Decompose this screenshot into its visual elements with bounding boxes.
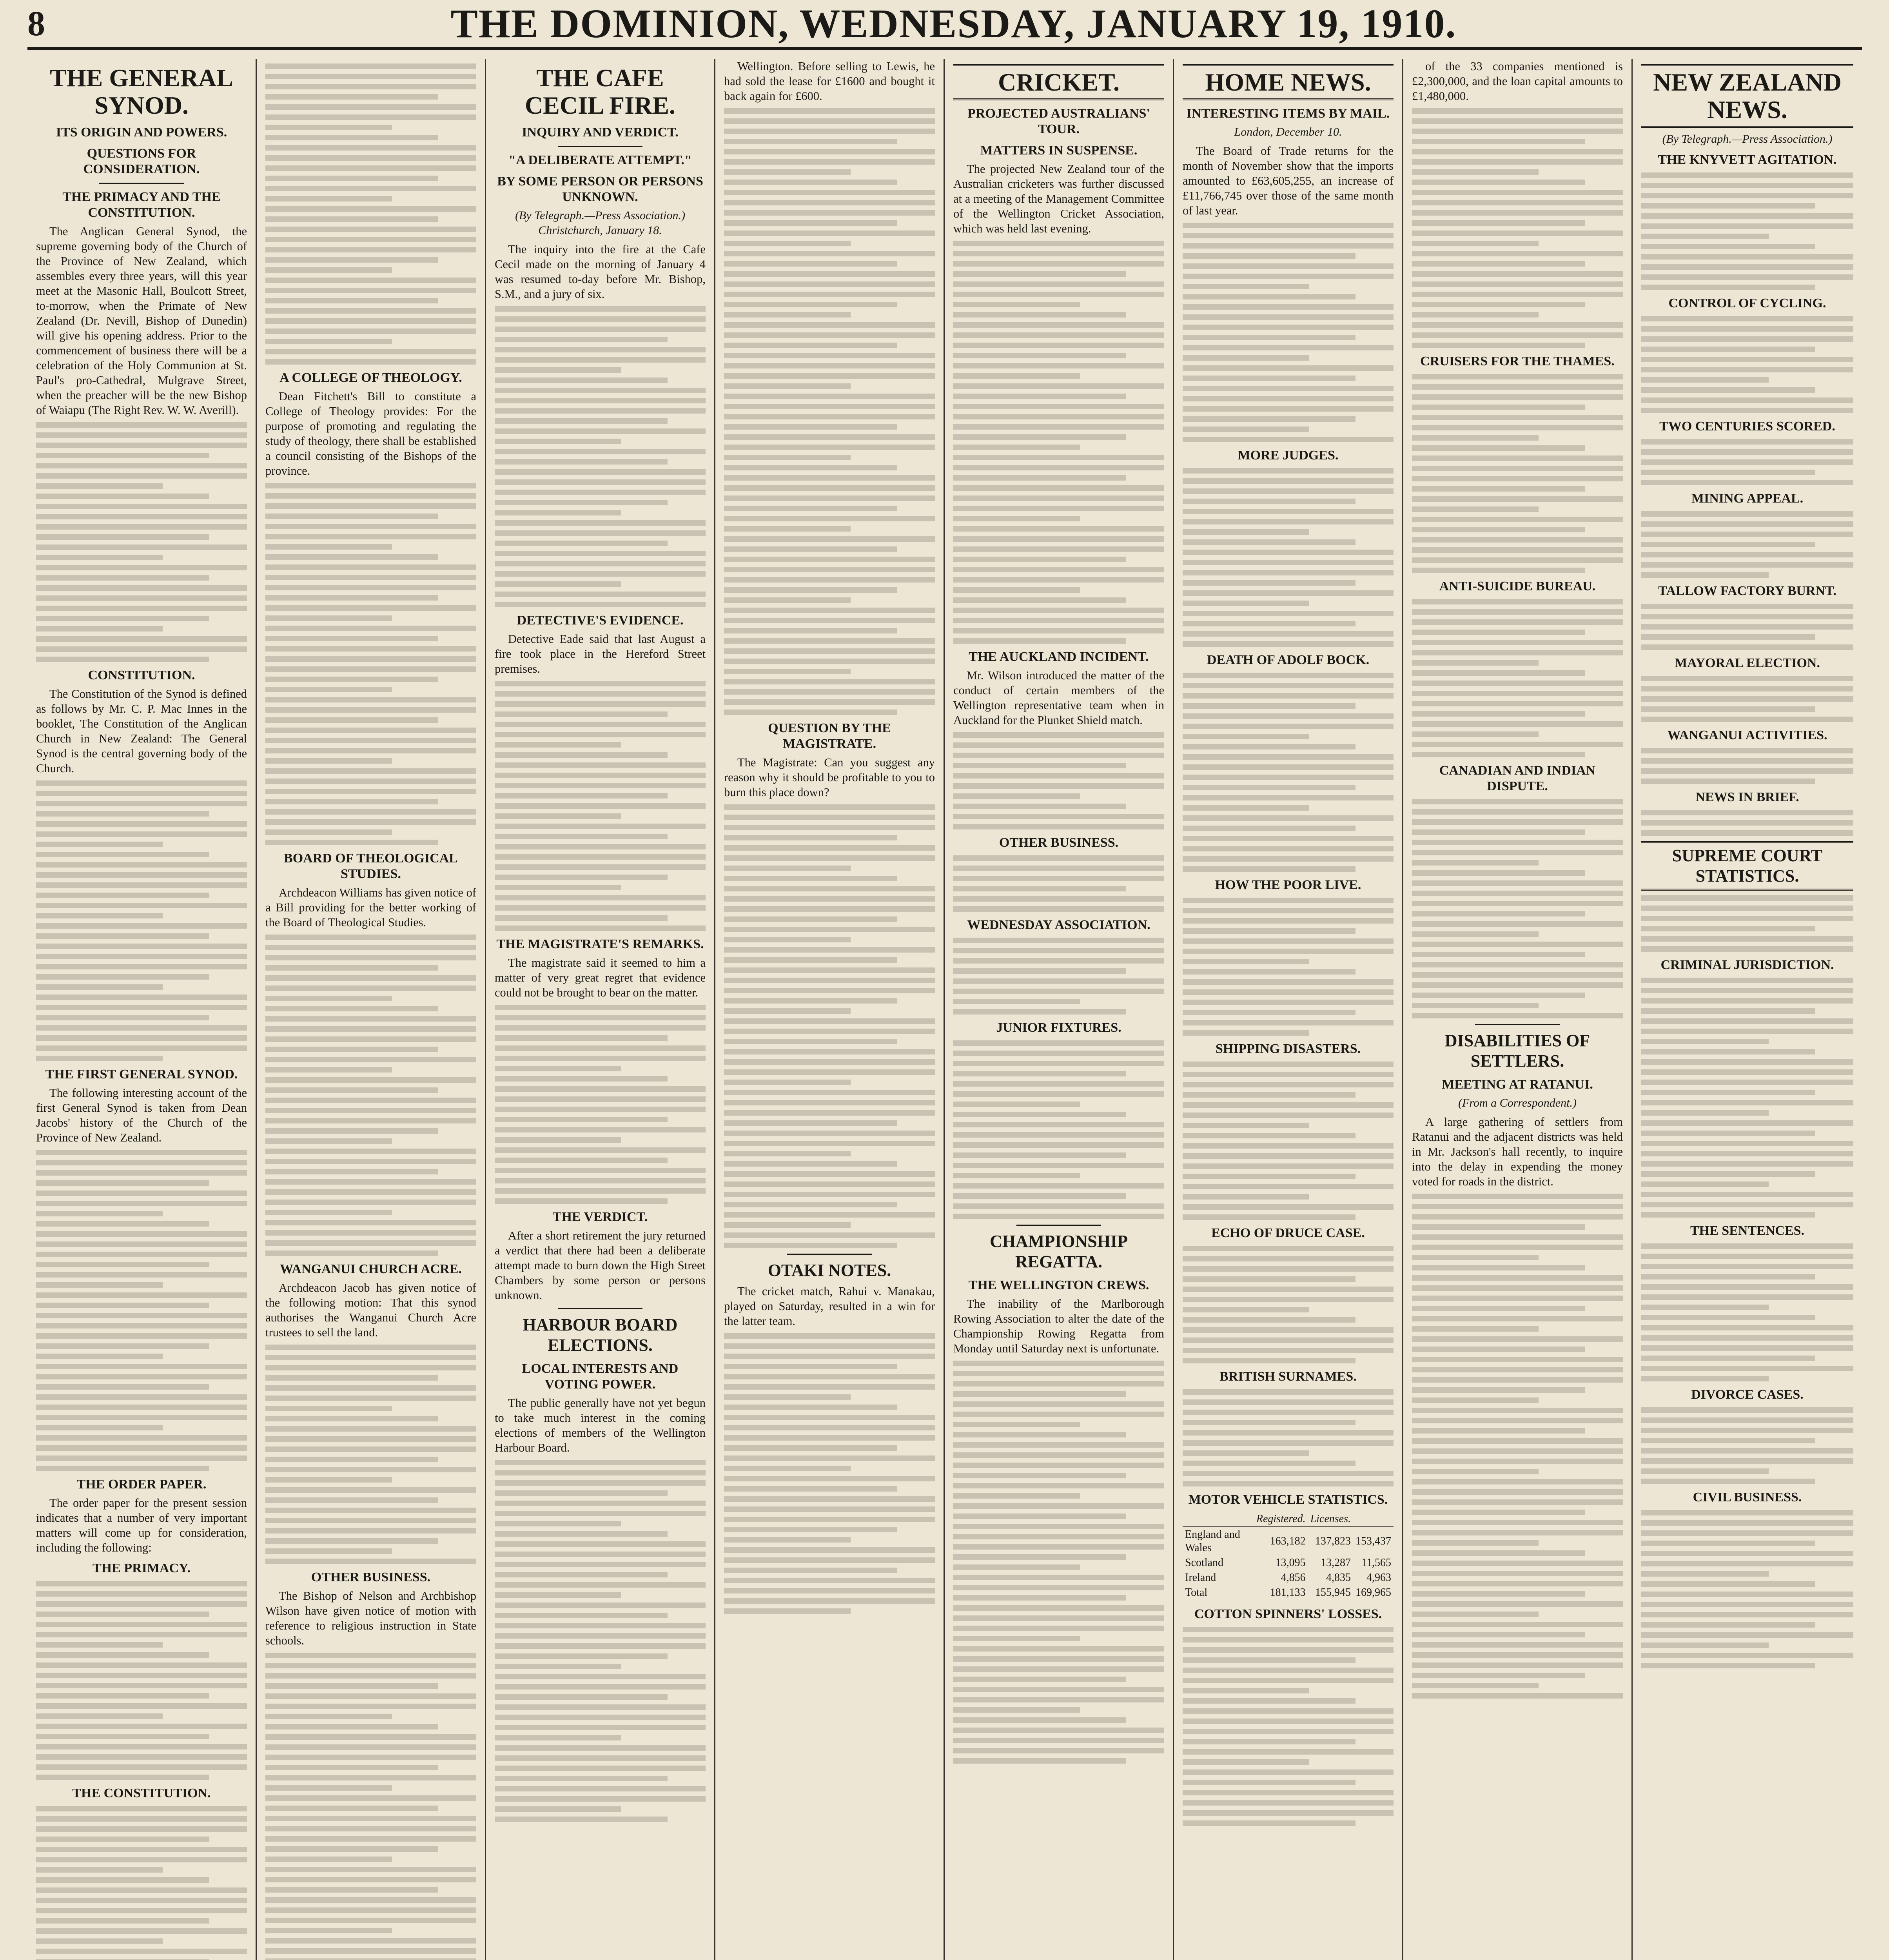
column-7 <box>1403 59 1633 1960</box>
dateline: London, December 10. <box>1234 125 1342 138</box>
section-heading: DETECTIVE'S EVIDENCE. <box>517 613 684 628</box>
section-heading: THE SENTENCES. <box>1690 1223 1804 1238</box>
paragraph: of the 33 companies mentioned is £2,300,000, and the loan capital amounts to £1,480,000. <box>1412 60 1623 103</box>
body-text-block <box>1412 374 1623 573</box>
body-text-block <box>1641 1243 1853 1381</box>
section-heading: CONSTITUTION. <box>88 668 195 682</box>
section-heading: TALLOW FACTORY BURNT. <box>1658 584 1836 598</box>
section-heading: WANGANUI ACTIVITIES. <box>1667 728 1827 742</box>
body-text-block <box>1183 1389 1394 1486</box>
paragraph: Detective Eade said that last August a fire took place in the Hereford Street premises. <box>495 632 706 675</box>
section-heading: DIVORCE CASES. <box>1691 1387 1804 1402</box>
body-text-block <box>265 64 476 365</box>
body-text-block <box>1641 810 1853 836</box>
body-text-block <box>495 1005 706 1204</box>
divider <box>558 146 642 147</box>
body-text-block <box>265 1345 476 1564</box>
body-text-block <box>724 804 935 1248</box>
section-heading: DEATH OF ADOLF BOCK. <box>1207 653 1370 667</box>
paragraph: The projected New Zealand tour of the Australian cricketers was further discussed at a meeting of the Management Committee of the Wellington Cricket Association, which was held last evening. <box>953 162 1164 235</box>
body-text-block <box>1641 439 1853 485</box>
section-heading: CANADIAN AND INDIAN DISPUTE. <box>1439 763 1596 793</box>
dateline: (By Telegraph.—Press Association.) Christchurch, January 18. <box>515 209 685 237</box>
paragraph: The inquiry into the fire at the Cafe Cecil made on the morning of January 4 was resumed to-day before Mr. Bishop, S.M., and a jury of six. <box>495 243 706 301</box>
table-row <box>1183 1585 1394 1600</box>
masthead <box>27 0 1862 50</box>
article-headline: THE CAFE CECIL FIRE. <box>524 64 676 119</box>
section-heading: THE MAGISTRATE'S REMARKS. <box>496 937 704 951</box>
body-text-block <box>1183 1062 1394 1220</box>
article-subhead: BY SOME PERSON OR PERSONS UNKNOWN. <box>497 174 703 204</box>
section-heading: MINING APPEAL. <box>1691 491 1804 506</box>
section-heading: THE AUCKLAND INCIDENT. <box>969 650 1149 664</box>
divider <box>787 1254 871 1255</box>
table-row <box>1183 1570 1394 1585</box>
section-heading: MORE JUDGES. <box>1238 448 1339 463</box>
article-deck: MEETING AT RATANUI. <box>1442 1077 1593 1092</box>
body-text-block <box>36 422 247 662</box>
paragraph: The public generally have not yet begun to take much interest in the coming elections of members of the Wellington Harbour Board. <box>495 1396 706 1454</box>
table-header-cell: Registered. <box>1254 1512 1308 1527</box>
body-text-block <box>1641 1407 1853 1484</box>
article-headline: HARBOUR BOARD ELECTIONS. <box>523 1315 678 1355</box>
body-text-block <box>1183 898 1394 1036</box>
paragraph: The magistrate said it seemed to him a matter of very great regret that evidence could not be brought to bear on the matter. <box>495 956 706 999</box>
table-cell: 169,965 <box>1356 1586 1391 1599</box>
article-headline: HOME NEWS. <box>1183 64 1394 100</box>
subsection-heading: THE PRIMACY. <box>93 1561 191 1575</box>
paragraph: The Constitution of the Synod is defined as follows by Mr. C. P. Mac Innes in the booklet, The Constitution of the Anglican Church in New Zealand: The General Synod is the central governing body of the Church. <box>36 687 247 775</box>
section-heading: CONTROL OF CYCLING. <box>1668 296 1826 310</box>
section-heading: COTTON SPINNERS' LOSSES. <box>1194 1607 1382 1621</box>
body-text-block <box>1183 223 1394 442</box>
body-text-block <box>1641 1510 1853 1668</box>
table-cell: 153,437 <box>1356 1535 1391 1547</box>
subsection-heading: THE CONSTITUTION. <box>72 1786 211 1800</box>
table-cell: 137,823 <box>1315 1535 1351 1547</box>
body-text-block <box>953 1361 1164 1764</box>
body-text-block <box>36 1150 247 1471</box>
section-heading: QUESTION BY THE MAGISTRATE. <box>768 721 891 751</box>
column-4 <box>715 59 945 1960</box>
section-heading: WANGANUI CHURCH ACRE. <box>280 1262 462 1276</box>
body-text-block <box>265 935 476 1256</box>
section-heading: OTHER BUSINESS. <box>311 1570 431 1584</box>
article-headline: NEW ZEALAND NEWS. <box>1641 64 1853 128</box>
paragraph: Dean Fitchett's Bill to constitute a College of Theology provides: For the purpose of promoting and regulating the study of theology, there shall be established a council consisting of the Bishops of the province. <box>265 390 476 477</box>
divider <box>99 183 183 184</box>
paragraph: The order paper for the present session indicates that a number of very important matters will come up for consideration, including the following: <box>36 1496 247 1554</box>
section-heading: WEDNESDAY ASSOCIATION. <box>967 918 1150 932</box>
body-text-block <box>953 855 1164 912</box>
article-columns <box>27 59 1862 1960</box>
body-text-block <box>1412 799 1623 1018</box>
article-deck: INQUIRY AND VERDICT. <box>522 125 679 140</box>
article-headline: OTAKI NOTES. <box>768 1261 891 1280</box>
table-cell: 4,835 <box>1326 1572 1351 1584</box>
table-header-cell: Licenses. <box>1308 1512 1353 1527</box>
paragraph: Archdeacon Williams has given notice of a Bill providing for the better working of the Board of Theological Studies. <box>265 886 476 929</box>
paragraph: Mr. Wilson introduced the matter of the conduct of certain members of the Wellington representative team when in Auckland for the Plunket Shield match. <box>953 669 1164 727</box>
body-text-block <box>1641 172 1853 290</box>
section-heading: THE KNYVETT AGITATION. <box>1658 152 1837 167</box>
section-heading: MATTERS IN SUSPENSE. <box>980 143 1138 158</box>
table-cell: 163,182 <box>1270 1535 1306 1547</box>
section-heading: SHIPPING DISASTERS. <box>1215 1042 1361 1056</box>
section-heading: THE VERDICT. <box>552 1210 648 1224</box>
body-text-block <box>495 681 706 931</box>
paragraph: The cricket match, Rahui v. Manakau, played on Saturday, resulted in a win for the latter team. <box>724 1285 935 1328</box>
table-header-cell <box>1183 1512 1254 1527</box>
body-text-block <box>1412 1194 1623 1699</box>
body-text-block <box>265 483 476 845</box>
article-headline: THE GENERAL SYNOD. <box>50 64 233 119</box>
section-heading: MAYORAL ELECTION. <box>1675 656 1820 670</box>
section-heading: TWO CENTURIES SCORED. <box>1659 419 1835 434</box>
table-cell: 11,565 <box>1361 1557 1391 1569</box>
column-3 <box>486 59 715 1960</box>
table-row <box>1183 1555 1394 1570</box>
article-headline: SUPREME COURT STATISTICS. <box>1641 841 1853 891</box>
body-text-block <box>1412 108 1623 348</box>
section-heading: CRIMINAL JURISDICTION. <box>1660 958 1834 972</box>
newspaper-title: THE DOMINION, WEDNESDAY, JANUARY 19, 1910. <box>450 1 1457 46</box>
section-heading: ECHO OF DRUCE CASE. <box>1211 1226 1365 1240</box>
section-heading: THE PRIMACY AND THE CONSTITUTION. <box>62 190 221 220</box>
body-text-block <box>1183 468 1394 647</box>
section-heading: BRITISH SURNAMES. <box>1219 1369 1357 1384</box>
article-deck: INTERESTING ITEMS BY MAIL. <box>1186 106 1390 121</box>
body-text-block <box>953 732 1164 829</box>
section-heading: BOARD OF THEOLOGICAL STUDIES. <box>284 851 458 881</box>
divider <box>1475 1024 1559 1025</box>
divider <box>1016 1225 1101 1226</box>
divider <box>558 1308 642 1309</box>
paragraph: Wellington. Before selling to Lewis, he had sold the lease for £1600 and bought it back again for £600. <box>724 60 935 103</box>
body-text-block <box>36 1581 247 1780</box>
body-text-block <box>1641 604 1853 650</box>
article-deck: THE WELLINGTON CREWS. <box>968 1278 1149 1292</box>
body-text-block <box>1183 1627 1394 1826</box>
body-text-block <box>724 1333 935 1614</box>
section-heading: A COLLEGE OF THEOLOGY. <box>279 370 462 385</box>
dateline: (From a Correspondent.) <box>1458 1096 1577 1109</box>
column-2 <box>257 59 486 1960</box>
body-text-block <box>1641 316 1853 413</box>
table-cell: Scotland <box>1185 1557 1223 1569</box>
table-header-cell <box>1353 1512 1394 1527</box>
section-heading: OTHER BUSINESS. <box>999 835 1119 850</box>
section-heading: CRUISERS FOR THE THAMES. <box>1420 354 1615 368</box>
body-text-block <box>953 241 1164 644</box>
table-header-row <box>1183 1512 1394 1527</box>
article-deck: LOCAL INTERESTS AND VOTING POWER. <box>522 1361 679 1392</box>
body-text-block <box>36 780 247 1061</box>
paragraph: The Magistrate: Can you suggest any reason why it should be profitable to you to burn this place down? <box>724 756 935 799</box>
section-heading: MOTOR VEHICLE STATISTICS. <box>1188 1492 1388 1507</box>
table-cell: 13,095 <box>1275 1557 1306 1569</box>
article-headline: DISABILITIES OF SETTLERS. <box>1444 1031 1590 1071</box>
body-text-block <box>953 1040 1164 1219</box>
paragraph: The following interesting account of the first General Synod is taken from Dean Jacobs' history of the Church of the Province of New Zealand. <box>36 1086 247 1144</box>
column-5 <box>945 59 1174 1960</box>
paragraph: A large gathering of settlers from Ratanui and the adjacent districts was held in Mr. Jackson's hall recently, to inquire into the delay in expending the money voted for roads in the district. <box>1412 1115 1623 1188</box>
section-heading: CIVIL BUSINESS. <box>1693 1490 1802 1504</box>
body-text-block <box>1641 895 1853 952</box>
article-headline: CHAMPIONSHIP REGATTA. <box>990 1232 1128 1271</box>
paragraph: Archdeacon Jacob has given notice of the following motion: That this synod authorises the Wanganui Church Acre trustees to sell the land. <box>265 1281 476 1339</box>
article-subhead: "A DELIBERATE ATTEMPT." <box>508 153 692 167</box>
section-heading: HOW THE POOR LIVE. <box>1215 878 1361 892</box>
page-number: 8 <box>27 4 45 43</box>
article-deck: ITS ORIGIN AND POWERS. <box>56 125 227 140</box>
body-text-block <box>495 1460 706 1822</box>
article-deck: PROJECTED AUSTRALIANS' TOUR. <box>967 106 1150 136</box>
section-heading: JUNIOR FIXTURES. <box>996 1020 1121 1035</box>
body-text-block <box>1641 978 1853 1218</box>
column-1 <box>27 59 257 1960</box>
table-cell: 13,287 <box>1321 1557 1351 1569</box>
column-8 <box>1633 59 1862 1960</box>
dateline: (By Telegraph.—Press Association.) <box>1662 132 1833 145</box>
paragraph: The Bishop of Nelson and Archbishop Wilson have given notice of motion with reference to religious instruction in State schools. <box>265 1589 476 1647</box>
table-cell: 4,856 <box>1281 1572 1306 1584</box>
body-text-block <box>724 108 935 715</box>
article-headline: CRICKET. <box>953 64 1164 100</box>
section-heading: THE ORDER PAPER. <box>76 1477 207 1492</box>
section-heading: THE FIRST GENERAL SYNOD. <box>45 1067 238 1082</box>
body-text-block <box>1412 599 1623 757</box>
body-text-block <box>953 938 1164 1014</box>
table-cell: Ireland <box>1185 1572 1216 1584</box>
body-text-block <box>1183 673 1394 872</box>
table-cell: Total <box>1185 1586 1208 1599</box>
article-subhead: QUESTIONS FOR CONSIDERATION. <box>83 146 200 176</box>
body-text-block <box>265 1653 476 1960</box>
body-text-block <box>1641 511 1853 578</box>
section-heading: ANTI-SUICIDE BUREAU. <box>1439 579 1596 593</box>
body-text-block <box>1641 676 1853 722</box>
body-text-block <box>36 1806 247 1960</box>
body-text-block <box>1183 1246 1394 1363</box>
paragraph: The inability of the Marlborough Rowing Association to alter the date of the Championship Rowing Regatta from Monday until Saturday next is unfortunate. <box>953 1297 1164 1355</box>
paragraph: After a short retirement the jury returned a verdict that there had been a deliberate attempt made to burn down the High Street Chambers by some person or persons unknown. <box>495 1229 706 1302</box>
motor-statistics-table <box>1183 1512 1394 1600</box>
table-cell: 4,963 <box>1366 1572 1391 1584</box>
table-cell: England and Wales <box>1185 1528 1240 1554</box>
table-row <box>1183 1527 1394 1555</box>
body-text-block <box>1641 748 1853 784</box>
table-cell: 155,945 <box>1315 1586 1351 1599</box>
section-heading: NEWS IN BRIEF. <box>1695 790 1799 804</box>
column-6 <box>1174 59 1403 1960</box>
body-text-block <box>495 306 706 607</box>
paragraph: The Board of Trade returns for the month of November show that the imports amounted to £63,605,255, an increase of £11,766,745 over those of the same month of last year. <box>1183 144 1394 217</box>
table-cell: 181,133 <box>1270 1586 1306 1599</box>
paragraph: The Anglican General Synod, the supreme governing body of the Church of the Province of New Zealand, which assembles every three years, will this year meet at the Masonic Hall, Boulcott Street, to-morrow, when the Primate of New Zealand (Dr. Nevill, Bishop of Dunedin) will give his opening address. Prior to the commencement of business there will be a celebration of the Holy Communion at St. Paul's pro-Cathedral, Mulgrave Street, when the preacher will be the new Bishop of Waiapu (The Right Rev. W. W. Averill). <box>36 225 247 417</box>
